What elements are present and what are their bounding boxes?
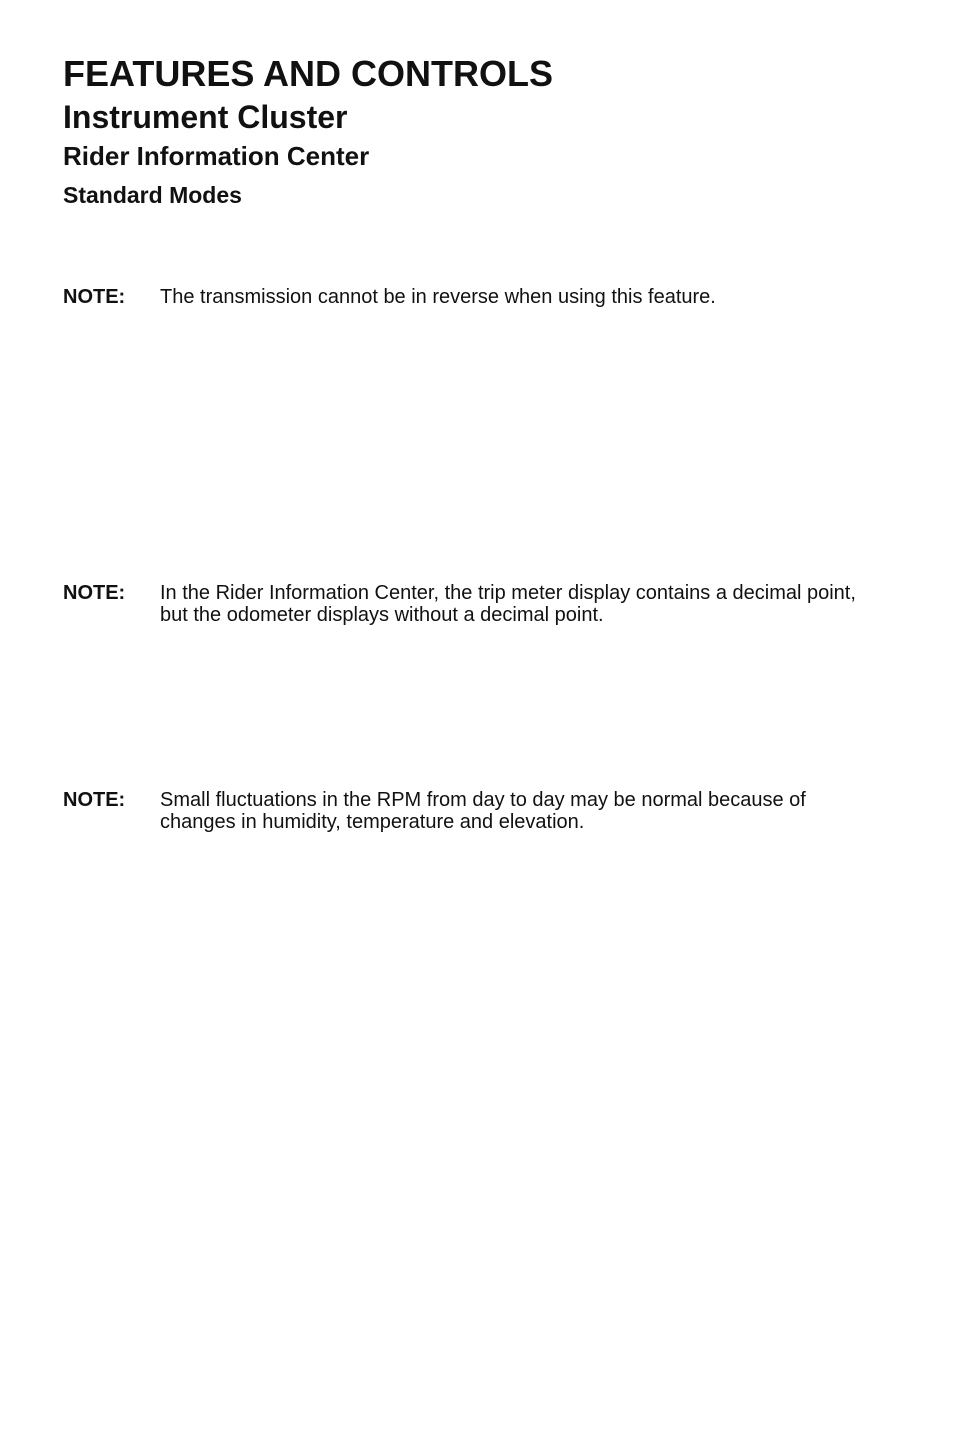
subsection-title: Instrument Cluster: [63, 99, 348, 135]
subtopic-title: Standard Modes: [63, 182, 242, 208]
note-label: NOTE:: [63, 582, 126, 604]
note-text: Small fluctuations in the RPM from day to day may be normal because of changes in humidity, temperature and elevation.: [160, 789, 806, 833]
note-text: The transmission cannot be in reverse when using this feature.: [160, 286, 716, 308]
topic-title: Rider Information Center: [63, 141, 370, 171]
section-title: FEATURES AND CONTROLS: [63, 53, 553, 94]
note-rpm: [63, 789, 873, 833]
note-label: NOTE:: [63, 789, 126, 811]
note-label: NOTE:: [63, 286, 126, 308]
note-text: In the Rider Information Center, the trip meter display contains a decimal point, but the odometer displays without a decimal point.: [160, 582, 856, 626]
note-reverse: [63, 286, 873, 308]
note-trip-meter: [63, 582, 873, 626]
